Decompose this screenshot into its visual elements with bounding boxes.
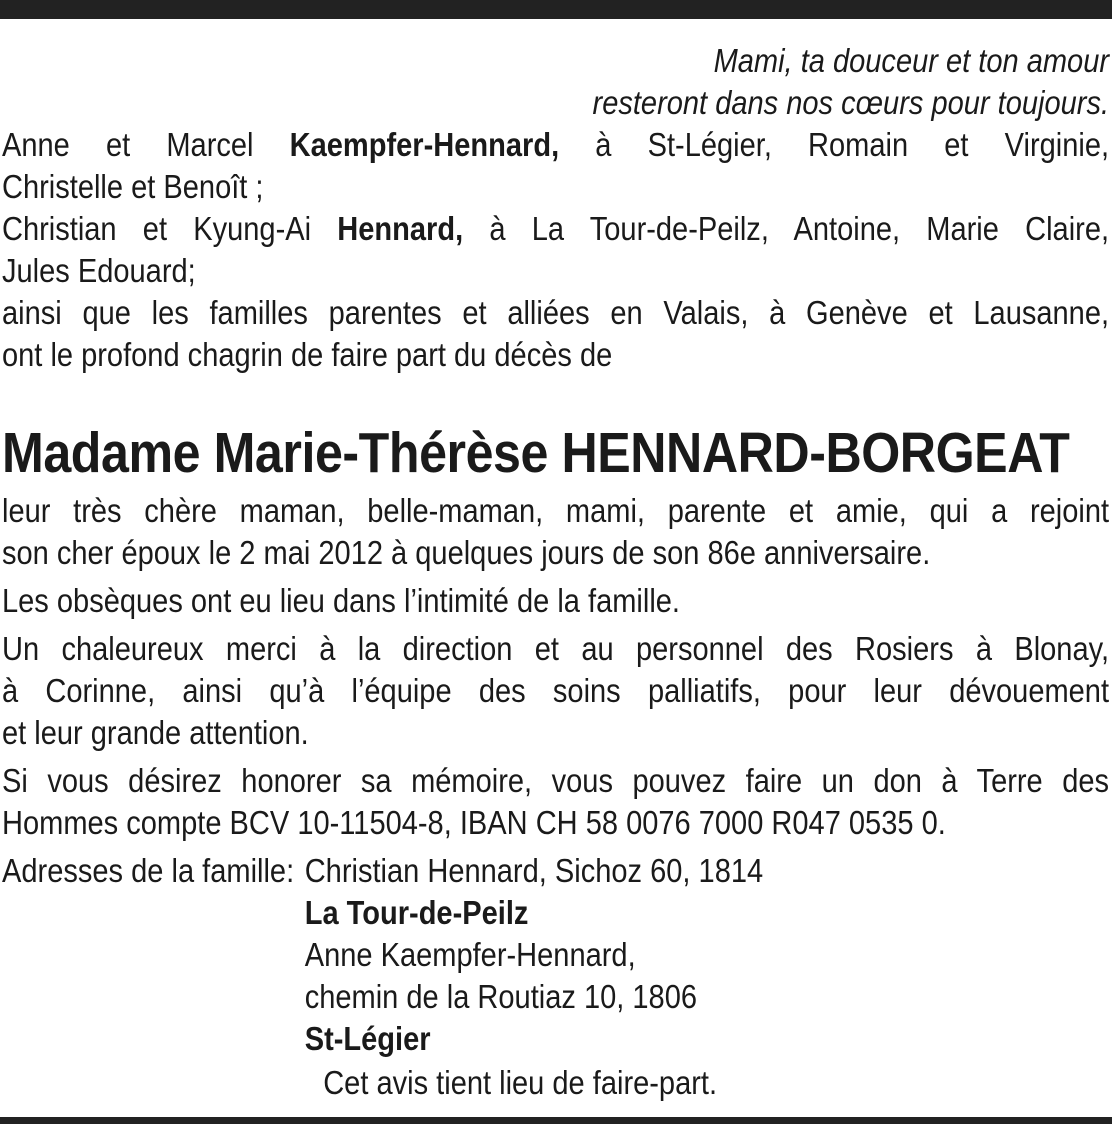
top-rule [0, 0, 1112, 19]
paragraph-donation [2, 760, 1109, 844]
paragraph-3-line-1: Un chaleureux merci à la direction et au personnel des Rosiers à Blonay, [2, 630, 1110, 667]
address-town-la-tour-de-peilz: La Tour-de-Peilz [304, 894, 529, 931]
family-announcement [2, 124, 1109, 376]
family-line-2: Christelle et Benoît ; [2, 168, 264, 205]
addresses-lines [305, 850, 763, 1060]
paragraph-announcement [2, 490, 1109, 574]
address-line-3 [305, 976, 763, 1060]
paragraph-3-line-2: à Corinne, ainsi qu’à l’équipe des soins palliatifs, pour leur dévouement [2, 672, 1110, 709]
bottom-rule [0, 1117, 1112, 1124]
paragraph-1-line-2: son cher époux le 2 mai 2012 à quelques jours de son 86e anniversaire. [2, 534, 931, 571]
family-line-5: ainsi que les familles parentes et alliées en Valais, à Genève et Lausanne, [2, 294, 1110, 331]
paragraph-3-line-3: et leur grande attention. [2, 714, 309, 751]
family-line-1 [2, 124, 1109, 166]
footer-note: Cet avis tient lieu de faire-part. [323, 1064, 718, 1101]
family-line-3 [2, 208, 1109, 250]
paragraph-funeral [2, 580, 1109, 622]
family-line-3-prefix: Christian et Kyung-Ai [2, 210, 338, 247]
paragraph-2-line-1: Les obsèques ont eu lieu dans l’intimité de la famille. [2, 582, 681, 619]
addresses-label: Adresses de la famille: [2, 852, 295, 889]
address-town-st-legier: St-Légier [304, 1020, 431, 1057]
address-line-1 [305, 850, 763, 934]
family-line-1-suffix: à St-Légier, Romain et Virginie, [559, 126, 1110, 163]
family-addresses [2, 850, 1109, 1060]
paragraph-thanks [2, 628, 1109, 754]
epigraph [2, 40, 1109, 124]
deceased-name-heading: Madame Marie-Thérèse HENNARD-BORGEAT [2, 421, 1070, 485]
family-line-3-suffix: à La Tour-de-Peilz, Antoine, Marie Claire, [463, 210, 1110, 247]
address-line-2: Anne Kaempfer-Hennard, [304, 936, 636, 973]
paragraph-4-line-2: Hommes compte BCV 10-11504-8, IBAN CH 58 0076 7000 R047 0535 0. [2, 804, 946, 841]
address-line-1-text: Christian Hennard, Sichoz 60, 1814 [304, 852, 764, 889]
family-surname-kaempfer: Kaempfer-Hennard, [289, 126, 560, 163]
family-line-6: ont le profond chagrin de faire part du décès de [2, 336, 613, 373]
epigraph-line-2: resteront dans nos cœurs pour toujours. [592, 84, 1110, 121]
paragraph-4-line-1: Si vous désirez honorer sa mémoire, vous pouvez faire un don à Terre des [2, 762, 1110, 799]
family-line-1-prefix: Anne et Marcel [2, 126, 290, 163]
family-line-4: Jules Edouard; [2, 252, 196, 289]
address-line-3-text: chemin de la Routiaz 10, 1806 [304, 978, 698, 1015]
family-surname-hennard: Hennard, [337, 210, 464, 247]
paragraph-1-line-1: leur très chère maman, belle-maman, mami, parente et amie, qui a rejoint [2, 492, 1110, 529]
obituary-notice [2, 40, 1109, 1104]
epigraph-line-1: Mami, ta douceur et ton amour [713, 42, 1110, 79]
